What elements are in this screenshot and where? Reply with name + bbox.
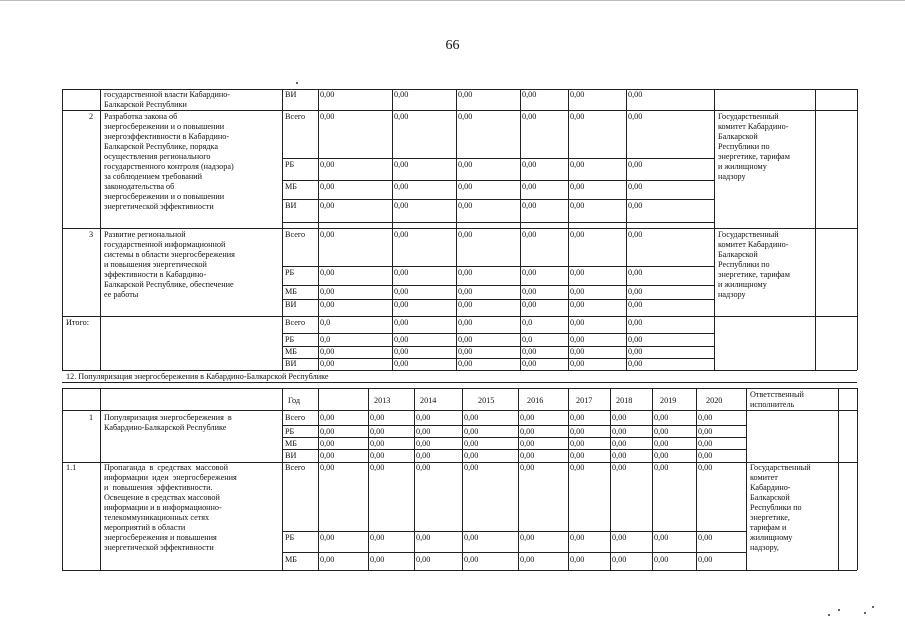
- rule-v: [100, 388, 101, 570]
- value-cell: 0,00: [570, 201, 585, 210]
- value-cell: 0,00: [654, 533, 669, 542]
- header-year: 2015: [478, 396, 495, 405]
- value-cell: 0,00: [612, 555, 627, 564]
- source-label: ВИ: [285, 451, 297, 460]
- value-cell: 0,00: [522, 160, 537, 169]
- source-label: ВИ: [285, 201, 297, 210]
- value-cell: 0,00: [522, 90, 537, 99]
- value-cell: 0,00: [320, 268, 335, 277]
- value-cell: 0,00: [612, 451, 627, 460]
- rule-v: [282, 388, 283, 570]
- value-cell: 0,00: [370, 439, 385, 448]
- rule-v: [568, 89, 569, 370]
- value-cell: 0,00: [654, 463, 669, 472]
- value-cell: 0,00: [570, 230, 585, 239]
- value-cell: 0,00: [320, 90, 335, 99]
- rule-h: [62, 388, 857, 389]
- value-cell: 0,00: [522, 359, 537, 368]
- value-cell: 0,00: [458, 335, 473, 344]
- rule-h: [282, 552, 746, 553]
- responsible-text: Государственный комитет Кабардино- Балкарской Республики по энергетике, тарифам и жилищному надзору: [718, 230, 790, 299]
- value-cell: 0,00: [464, 533, 479, 542]
- value-cell: 0,00: [464, 439, 479, 448]
- rule-v: [282, 89, 283, 370]
- source-label: ВИ: [285, 300, 297, 309]
- rule-h: [282, 180, 714, 181]
- rule-v: [610, 388, 611, 570]
- value-cell: 0,00: [522, 230, 537, 239]
- source-label: РБ: [285, 533, 295, 542]
- value-cell: 0,00: [370, 463, 385, 472]
- value-cell: 0,00: [458, 112, 473, 121]
- rule-h: [282, 199, 714, 200]
- value-cell: 0,00: [320, 160, 335, 169]
- value-cell: 0,00: [570, 90, 585, 99]
- value-cell: 0,00: [394, 300, 409, 309]
- value-cell: 0,00: [464, 555, 479, 564]
- value-cell: 0,00: [628, 318, 643, 327]
- row-name-text: государственной власти Кабардино- Балкарской Республики: [104, 90, 231, 109]
- value-cell: 0,00: [628, 160, 643, 169]
- source-label: МБ: [285, 287, 297, 296]
- responsible-text: Государственный комитет Кабардино- Балкарской Республики по энергетике, тарифам и жилищному надзору: [718, 112, 790, 181]
- value-cell: 0,00: [416, 451, 431, 460]
- source-label: Всего: [285, 112, 306, 121]
- rule-v: [462, 388, 463, 570]
- row-name-text: Пропаганда в средствах массовой информации идеи энергосбережения и повышения эффективности. Освещение в средствах массовой информации и в информационно- телекоммуникационных сетях мероприятий в области энергосбережения и повышения энергетической эффективности: [104, 463, 237, 552]
- header-year: 2020: [706, 396, 723, 405]
- source-label: Всего: [285, 318, 306, 327]
- value-cell: 0,00: [628, 359, 643, 368]
- source-label: РБ: [285, 268, 295, 277]
- value-cell: 0,00: [458, 182, 473, 191]
- value-cell: 0,00: [464, 451, 479, 460]
- rule-v: [368, 388, 369, 570]
- value-cell: 0,00: [570, 160, 585, 169]
- value-cell: 0,00: [394, 230, 409, 239]
- value-cell: 0,00: [522, 347, 537, 356]
- value-cell: 0,00: [570, 112, 585, 121]
- value-cell: 0,00: [464, 413, 479, 422]
- value-cell: 0,00: [458, 300, 473, 309]
- value-cell: 0,00: [570, 318, 585, 327]
- source-label: МБ: [285, 182, 297, 191]
- value-cell: 0,00: [628, 90, 643, 99]
- value-cell: 0,00: [570, 463, 585, 472]
- value-cell: 0,00: [570, 413, 585, 422]
- value-cell: 0,00: [612, 439, 627, 448]
- value-cell: 0,00: [570, 427, 585, 436]
- rule-v: [652, 388, 653, 570]
- value-cell: 0,0: [320, 318, 331, 327]
- value-cell: 0,00: [394, 287, 409, 296]
- value-cell: 0,00: [612, 533, 627, 542]
- rule-v: [857, 89, 858, 370]
- value-cell: 0,00: [370, 533, 385, 542]
- header-year: 2017: [576, 396, 593, 405]
- rule-h: [282, 266, 714, 267]
- value-cell: 0,00: [416, 555, 431, 564]
- value-cell: 0,00: [458, 287, 473, 296]
- value-cell: 0,00: [458, 359, 473, 368]
- value-cell: 0,00: [370, 413, 385, 422]
- value-cell: 0,00: [628, 182, 643, 191]
- source-label: МБ: [285, 439, 297, 448]
- rule-h: [62, 228, 857, 229]
- scan-speck: [828, 614, 830, 616]
- value-cell: 0,00: [458, 318, 473, 327]
- source-label: РБ: [285, 427, 295, 436]
- value-cell: 0,00: [612, 463, 627, 472]
- value-cell: 0,00: [416, 533, 431, 542]
- rule-v: [62, 388, 63, 570]
- rule-v: [456, 89, 457, 370]
- top-edge-line: [0, 0, 905, 1]
- value-cell: 0,00: [654, 439, 669, 448]
- value-cell: 0,00: [320, 182, 335, 191]
- value-cell: 0,00: [394, 318, 409, 327]
- value-cell: 0,00: [464, 427, 479, 436]
- row-name-text: Популяризация энергосбережения в Кабардино-Балкарской Республике: [104, 413, 232, 432]
- scan-speck: [838, 609, 840, 611]
- value-cell: 0,00: [394, 201, 409, 210]
- row-number: 2: [89, 112, 94, 121]
- value-cell: 0,00: [320, 413, 335, 422]
- value-cell: 0,0: [320, 335, 331, 344]
- header-year: 2016: [527, 396, 544, 405]
- value-cell: 0,00: [570, 287, 585, 296]
- source-label: РБ: [285, 160, 295, 169]
- value-cell: 0,00: [522, 287, 537, 296]
- rule-h: [282, 299, 714, 300]
- header-year: 2014: [420, 396, 437, 405]
- value-cell: 0,00: [394, 347, 409, 356]
- value-cell: 0,00: [698, 439, 713, 448]
- page-number: 66: [445, 38, 460, 53]
- value-cell: 0,00: [628, 230, 643, 239]
- value-cell: 0,00: [698, 533, 713, 542]
- rule-h: [282, 346, 714, 347]
- value-cell: 0,00: [612, 413, 627, 422]
- rule-v: [568, 388, 569, 570]
- rule-h: [62, 410, 857, 411]
- value-cell: 0,00: [416, 463, 431, 472]
- rule-h: [62, 110, 857, 111]
- value-cell: 0,00: [458, 90, 473, 99]
- value-cell: 0,00: [458, 268, 473, 277]
- rule-h: [62, 570, 857, 571]
- row-name-text: Разработка закона об энергосбережении и о повышении энергоэффективности в Кабардино- Балкарской Республике, порядка осуществления регионального государственного контроля (надзора) за соблюдением требований законодательства об энергосбережении и о повышении энергетической эффективности: [104, 112, 234, 211]
- value-cell: 0,00: [654, 555, 669, 564]
- value-cell: 0,00: [698, 451, 713, 460]
- value-cell: 0,00: [320, 300, 335, 309]
- value-cell: 0,00: [520, 413, 535, 422]
- value-cell: 0,00: [570, 533, 585, 542]
- value-cell: 0,00: [612, 427, 627, 436]
- header-year: 2019: [660, 396, 677, 405]
- value-cell: 0,0: [522, 318, 533, 327]
- scan-speck: [864, 612, 866, 614]
- value-cell: 0,00: [320, 112, 335, 121]
- value-cell: 0,00: [320, 230, 335, 239]
- value-cell: 0,00: [570, 335, 585, 344]
- rule-v: [100, 89, 101, 370]
- value-cell: 0,00: [570, 439, 585, 448]
- rule-v: [815, 89, 816, 370]
- source-label: ВИ: [285, 359, 297, 368]
- rule-v: [318, 388, 319, 570]
- rule-v: [714, 89, 715, 370]
- value-cell: 0,00: [320, 347, 335, 356]
- value-cell: 0,00: [522, 300, 537, 309]
- header-year: 2013: [374, 396, 391, 405]
- value-cell: 0,00: [698, 427, 713, 436]
- row-number: 1: [89, 413, 94, 422]
- rule-h: [282, 333, 714, 334]
- rule-h: [62, 382, 857, 383]
- value-cell: 0,00: [520, 533, 535, 542]
- rule-h: [282, 222, 714, 223]
- rule-v: [518, 388, 519, 570]
- value-cell: 0,00: [698, 555, 713, 564]
- value-cell: 0,00: [522, 268, 537, 277]
- value-cell: 0,0: [522, 335, 533, 344]
- value-cell: 0,00: [520, 555, 535, 564]
- rule-v: [414, 388, 415, 570]
- value-cell: 0,00: [394, 359, 409, 368]
- value-cell: 0,00: [464, 463, 479, 472]
- value-cell: 0,00: [320, 359, 335, 368]
- value-cell: 0,00: [370, 451, 385, 460]
- rule-h: [282, 531, 746, 532]
- value-cell: 0,00: [458, 201, 473, 210]
- scan-speck: [296, 82, 298, 84]
- value-cell: 0,00: [370, 427, 385, 436]
- rule-h: [282, 425, 746, 426]
- value-cell: 0,00: [416, 439, 431, 448]
- value-cell: 0,00: [320, 451, 335, 460]
- value-cell: 0,00: [320, 439, 335, 448]
- source-label: ВИ: [285, 90, 297, 99]
- source-label: РБ: [285, 335, 295, 344]
- rule-v: [838, 388, 839, 570]
- rule-v: [520, 89, 521, 370]
- rule-v: [696, 388, 697, 570]
- value-cell: 0,00: [698, 463, 713, 472]
- value-cell: 0,00: [416, 427, 431, 436]
- source-label: Всего: [285, 413, 306, 422]
- row-name-text: Развитие региональной государственной информационной системы в области энергосбережения и повышения энергетической эффективности в Кабардино- Балкарской Республике, обеспечение ее работы: [104, 230, 235, 299]
- value-cell: 0,00: [320, 533, 335, 542]
- rule-v: [746, 388, 747, 570]
- value-cell: 0,00: [522, 182, 537, 191]
- header-year: 2018: [616, 396, 633, 405]
- value-cell: 0,00: [320, 427, 335, 436]
- value-cell: 0,00: [320, 555, 335, 564]
- rule-h: [62, 316, 857, 317]
- value-cell: 0,00: [522, 112, 537, 121]
- value-cell: 0,00: [370, 555, 385, 564]
- value-cell: 0,00: [520, 427, 535, 436]
- value-cell: 0,00: [570, 347, 585, 356]
- source-label: МБ: [285, 347, 297, 356]
- value-cell: 0,00: [394, 160, 409, 169]
- value-cell: 0,00: [628, 300, 643, 309]
- value-cell: 0,00: [570, 300, 585, 309]
- value-cell: 0,00: [628, 347, 643, 356]
- value-cell: 0,00: [458, 230, 473, 239]
- value-cell: 0,00: [520, 439, 535, 448]
- value-cell: 0,00: [628, 201, 643, 210]
- value-cell: 0,00: [628, 287, 643, 296]
- value-cell: 0,00: [698, 413, 713, 422]
- rule-h: [62, 370, 857, 371]
- source-label: Всего: [285, 463, 306, 472]
- total-label: Итого:: [66, 318, 89, 327]
- rule-v: [857, 388, 858, 570]
- value-cell: 0,00: [654, 413, 669, 422]
- value-cell: 0,00: [416, 413, 431, 422]
- value-cell: 0,00: [628, 268, 643, 277]
- source-label: Всего: [285, 230, 306, 239]
- rule-h: [282, 358, 714, 359]
- row-number: 1.1: [66, 463, 77, 472]
- rule-h: [282, 449, 746, 450]
- value-cell: 0,00: [570, 451, 585, 460]
- rule-h: [282, 285, 714, 286]
- value-cell: 0,00: [522, 201, 537, 210]
- value-cell: 0,00: [320, 201, 335, 210]
- value-cell: 0,00: [520, 463, 535, 472]
- value-cell: 0,00: [654, 451, 669, 460]
- value-cell: 0,00: [394, 90, 409, 99]
- value-cell: 0,00: [570, 268, 585, 277]
- value-cell: 0,00: [628, 112, 643, 121]
- value-cell: 0,00: [458, 160, 473, 169]
- value-cell: 0,00: [520, 451, 535, 460]
- section-heading: 12. Популяризация энергосбережения в Кабардино-Балкарской Республике: [66, 372, 329, 381]
- value-cell: 0,00: [628, 335, 643, 344]
- rule-h: [282, 437, 746, 438]
- source-label: МБ: [285, 555, 297, 564]
- rule-h: [282, 158, 714, 159]
- row-number: 3: [89, 230, 94, 239]
- value-cell: 0,00: [320, 287, 335, 296]
- value-cell: 0,00: [570, 555, 585, 564]
- rule-v: [318, 89, 319, 370]
- responsible-text: Государственный комитет Кабардино- Балкарской Республики по энергетике, тарифам и жилищному надзору,: [750, 463, 811, 552]
- value-cell: 0,00: [320, 463, 335, 472]
- value-cell: 0,00: [570, 182, 585, 191]
- rule-v: [62, 89, 63, 370]
- header-responsible: Ответственный исполнитель: [750, 390, 804, 409]
- header-year-label: Год: [288, 396, 301, 405]
- value-cell: 0,00: [458, 347, 473, 356]
- rule-v: [392, 89, 393, 370]
- value-cell: 0,00: [394, 182, 409, 191]
- scan-speck: [872, 606, 874, 608]
- value-cell: 0,00: [654, 427, 669, 436]
- value-cell: 0,00: [570, 359, 585, 368]
- value-cell: 0,00: [394, 268, 409, 277]
- value-cell: 0,00: [394, 112, 409, 121]
- value-cell: 0,00: [394, 335, 409, 344]
- rule-v: [626, 89, 627, 370]
